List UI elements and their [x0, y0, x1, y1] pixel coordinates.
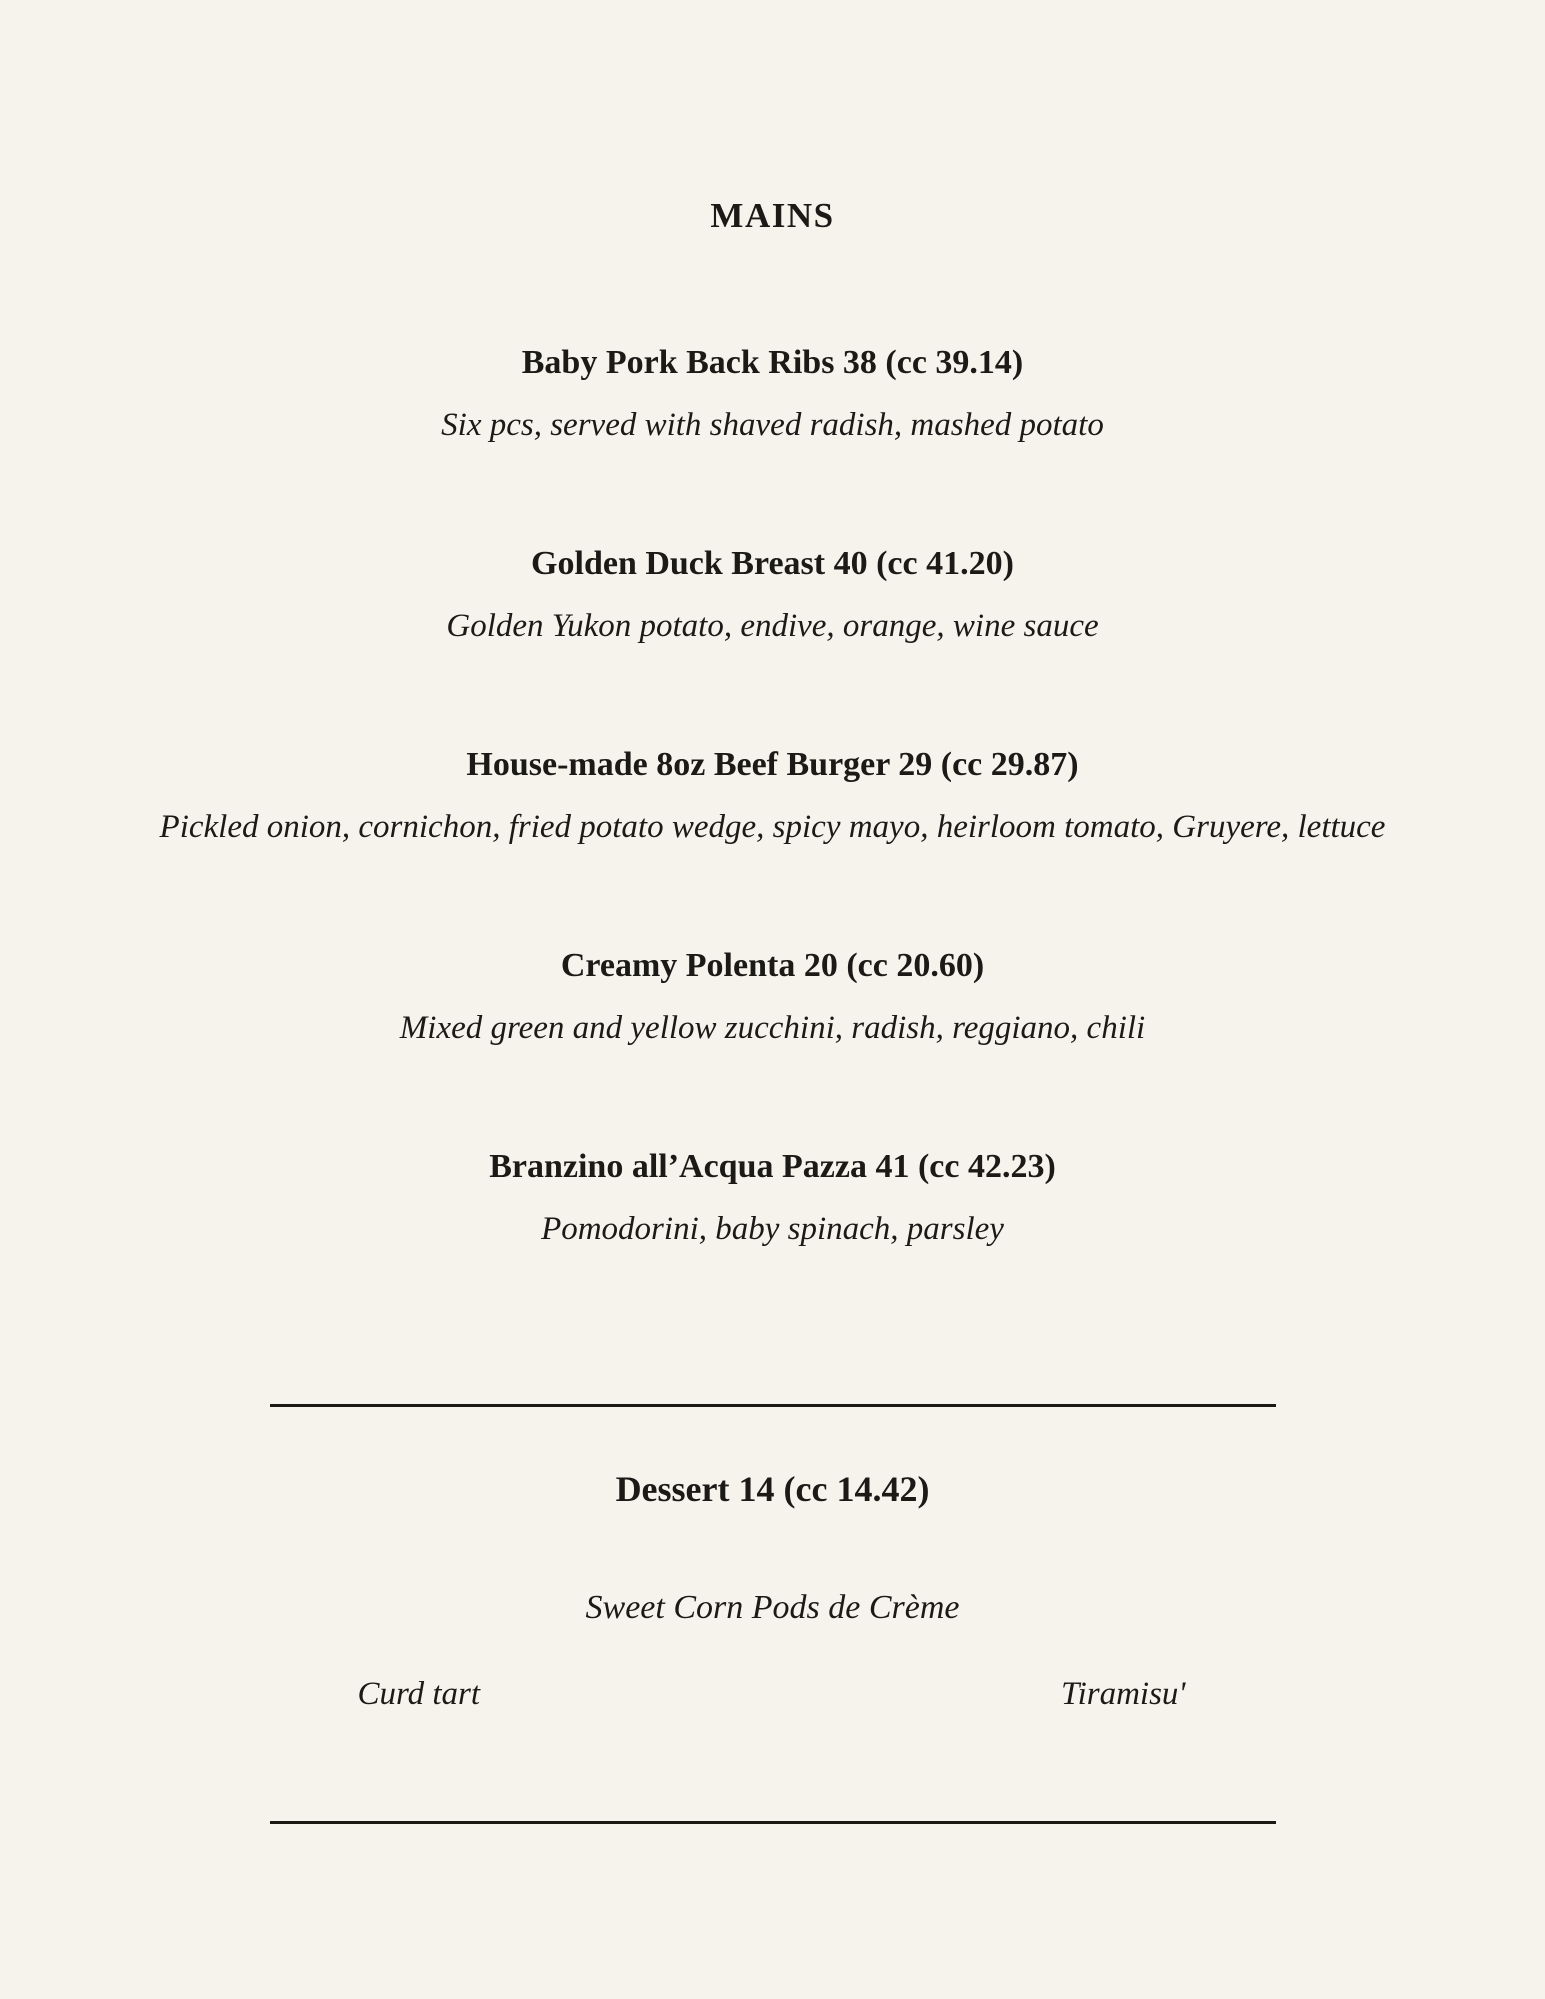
item-description: Pickled onion, cornichon, fried potato wedge, spicy mayo, heirloom tomato, Gruyere, lettuce: [159, 809, 1386, 845]
dessert-featured-item: Sweet Corn Pods de Crème: [585, 1589, 960, 1626]
menu-item-branzino: [0, 1146, 1545, 1249]
dessert-right-item: Tiramisu': [1061, 1676, 1186, 1712]
item-title: Golden Duck Breast 40 (cc 41.20): [531, 545, 1014, 582]
item-description: Mixed green and yellow zucchini, radish, reggiano, chili: [399, 1010, 1146, 1046]
menu-item-creamy-polenta: [0, 945, 1545, 1048]
item-title: House-made 8oz Beef Burger 29 (cc 29.87): [466, 746, 1079, 783]
item-description: Six pcs, served with shaved radish, mashed potato: [441, 407, 1104, 443]
dessert-section: [0, 1468, 1545, 1714]
item-title: Creamy Polenta 20 (cc 20.60): [560, 947, 985, 984]
menu-item-beef-burger: [0, 744, 1545, 847]
item-title: Branzino all’Acqua Pazza 41 (cc 42.23): [489, 1148, 1056, 1185]
item-description: Pomodorini, baby spinach, parsley: [541, 1211, 1004, 1247]
dessert-left-item: Curd tart: [357, 1676, 481, 1712]
dessert-row: [270, 1674, 1276, 1714]
section-divider-top: [270, 1404, 1276, 1407]
mains-section: [0, 342, 1545, 1249]
menu-item-baby-pork-ribs: [0, 342, 1545, 445]
menu-item-duck-breast: [0, 543, 1545, 646]
item-title: Baby Pork Back Ribs 38 (cc 39.14): [521, 344, 1024, 381]
section-divider-bottom: [270, 1821, 1276, 1824]
dessert-title: Dessert 14 (cc 14.42): [615, 1469, 930, 1509]
item-description: Golden Yukon potato, endive, orange, wine sauce: [446, 608, 1099, 644]
mains-section-title: MAINS: [710, 196, 835, 235]
